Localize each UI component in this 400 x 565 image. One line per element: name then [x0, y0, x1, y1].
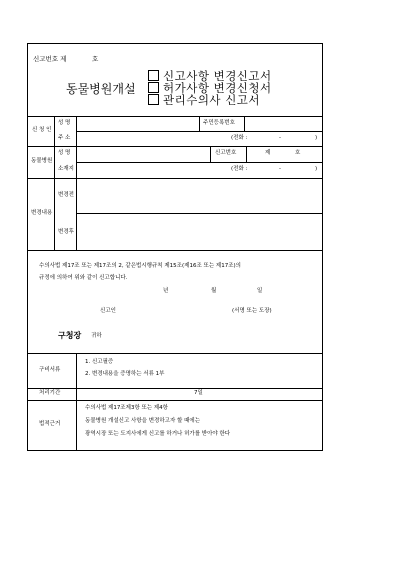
divider — [76, 131, 322, 132]
document-item: 2. 변경내용을 증명하는 서류 1부 — [85, 371, 165, 377]
divider — [28, 116, 322, 117]
rrn-label: 주민등록번호 — [203, 120, 235, 126]
statement-line-2: 규정에 의하여 위와 같이 신고합니다. — [39, 275, 128, 281]
signer-label: 신고인 — [100, 308, 116, 314]
documents-label: 구비서류 — [39, 367, 61, 373]
divider — [28, 388, 322, 389]
form-title: 동물병원개설 — [66, 82, 136, 96]
hospital-location-label: 소재지 — [58, 166, 74, 172]
recipient-label: 구청장 — [58, 331, 82, 340]
divider — [54, 116, 55, 250]
divider — [210, 146, 211, 162]
divider — [28, 178, 322, 179]
option-permit-change[interactable]: 허가사항 변경신청서 — [148, 82, 272, 95]
applicant-phone-label: (전화 : — [231, 135, 248, 141]
checkbox[interactable] — [148, 70, 159, 81]
divider — [199, 116, 200, 131]
divider — [76, 213, 322, 214]
divider — [244, 116, 245, 131]
processing-label: 처리기간 — [39, 390, 61, 396]
divider — [246, 146, 247, 162]
divider — [76, 353, 77, 450]
legal-text-line: 수의사법 제17조제3항 또는 제4항 — [85, 405, 168, 411]
recipient-suffix: 귀하 — [91, 333, 102, 339]
hospital-report-no-suffix: 호 — [295, 150, 301, 156]
change-section-label: 변경내용 — [31, 210, 53, 216]
hospital-name-label: 성 명 — [58, 150, 71, 156]
hospital-report-no-label: 신고번호 — [215, 150, 237, 156]
report-form — [27, 43, 323, 451]
legal-basis-label: 법적근거 — [39, 421, 61, 427]
applicant-address-label: 주 소 — [58, 135, 71, 141]
divider — [28, 353, 322, 354]
signature-label: (서명 또는 도장) — [232, 308, 272, 314]
report-number-suffix: 호 — [92, 55, 99, 63]
before-change-label: 변경전 — [58, 192, 74, 198]
legal-text-line: 광역시장 또는 도지사에게 신고를 하거나 허가를 받아야 한다 — [85, 431, 231, 437]
date-year-label: 년 — [163, 288, 169, 294]
after-change-label: 변경후 — [58, 229, 74, 235]
hospital-phone-dash: - — [279, 166, 281, 172]
divider — [76, 116, 77, 250]
option-vet-report[interactable]: 관리수의사 신고서 — [148, 94, 260, 107]
option-change-report[interactable]: 신고사항 변경신고서 — [148, 70, 272, 83]
hospital-phone-label: (전화 : — [231, 166, 248, 172]
document-item: 1. 신고필증 — [85, 359, 114, 365]
applicant-name-label: 성 명 — [58, 120, 71, 126]
applicant-phone-close: ) — [315, 135, 318, 141]
divider — [28, 400, 322, 401]
checkbox[interactable] — [148, 94, 159, 105]
divider — [28, 146, 322, 147]
report-number-label: 신고번호 제 — [33, 55, 67, 63]
divider — [76, 162, 322, 163]
hospital-report-no-prefix: 제 — [265, 150, 271, 156]
applicant-phone-dash: - — [279, 135, 281, 141]
hospital-section-label: 동물병원 — [31, 158, 53, 164]
hospital-phone-close: ) — [315, 166, 318, 172]
date-day-label: 일 — [257, 288, 263, 294]
checkbox[interactable] — [148, 82, 159, 93]
legal-text-line: 동물병원 개설신고 사항을 변경하고자 할 때에는 — [85, 418, 201, 424]
date-month-label: 월 — [211, 288, 217, 294]
processing-value: 7일 — [194, 390, 203, 396]
divider — [28, 250, 322, 251]
statement-line-1: 수의사법 제17조 또는 제17조의 2, 같은법시행규칙 제15조(제16조 또는 제17조)의 — [39, 263, 241, 269]
applicant-section-label: 신 청 인 — [32, 127, 52, 133]
